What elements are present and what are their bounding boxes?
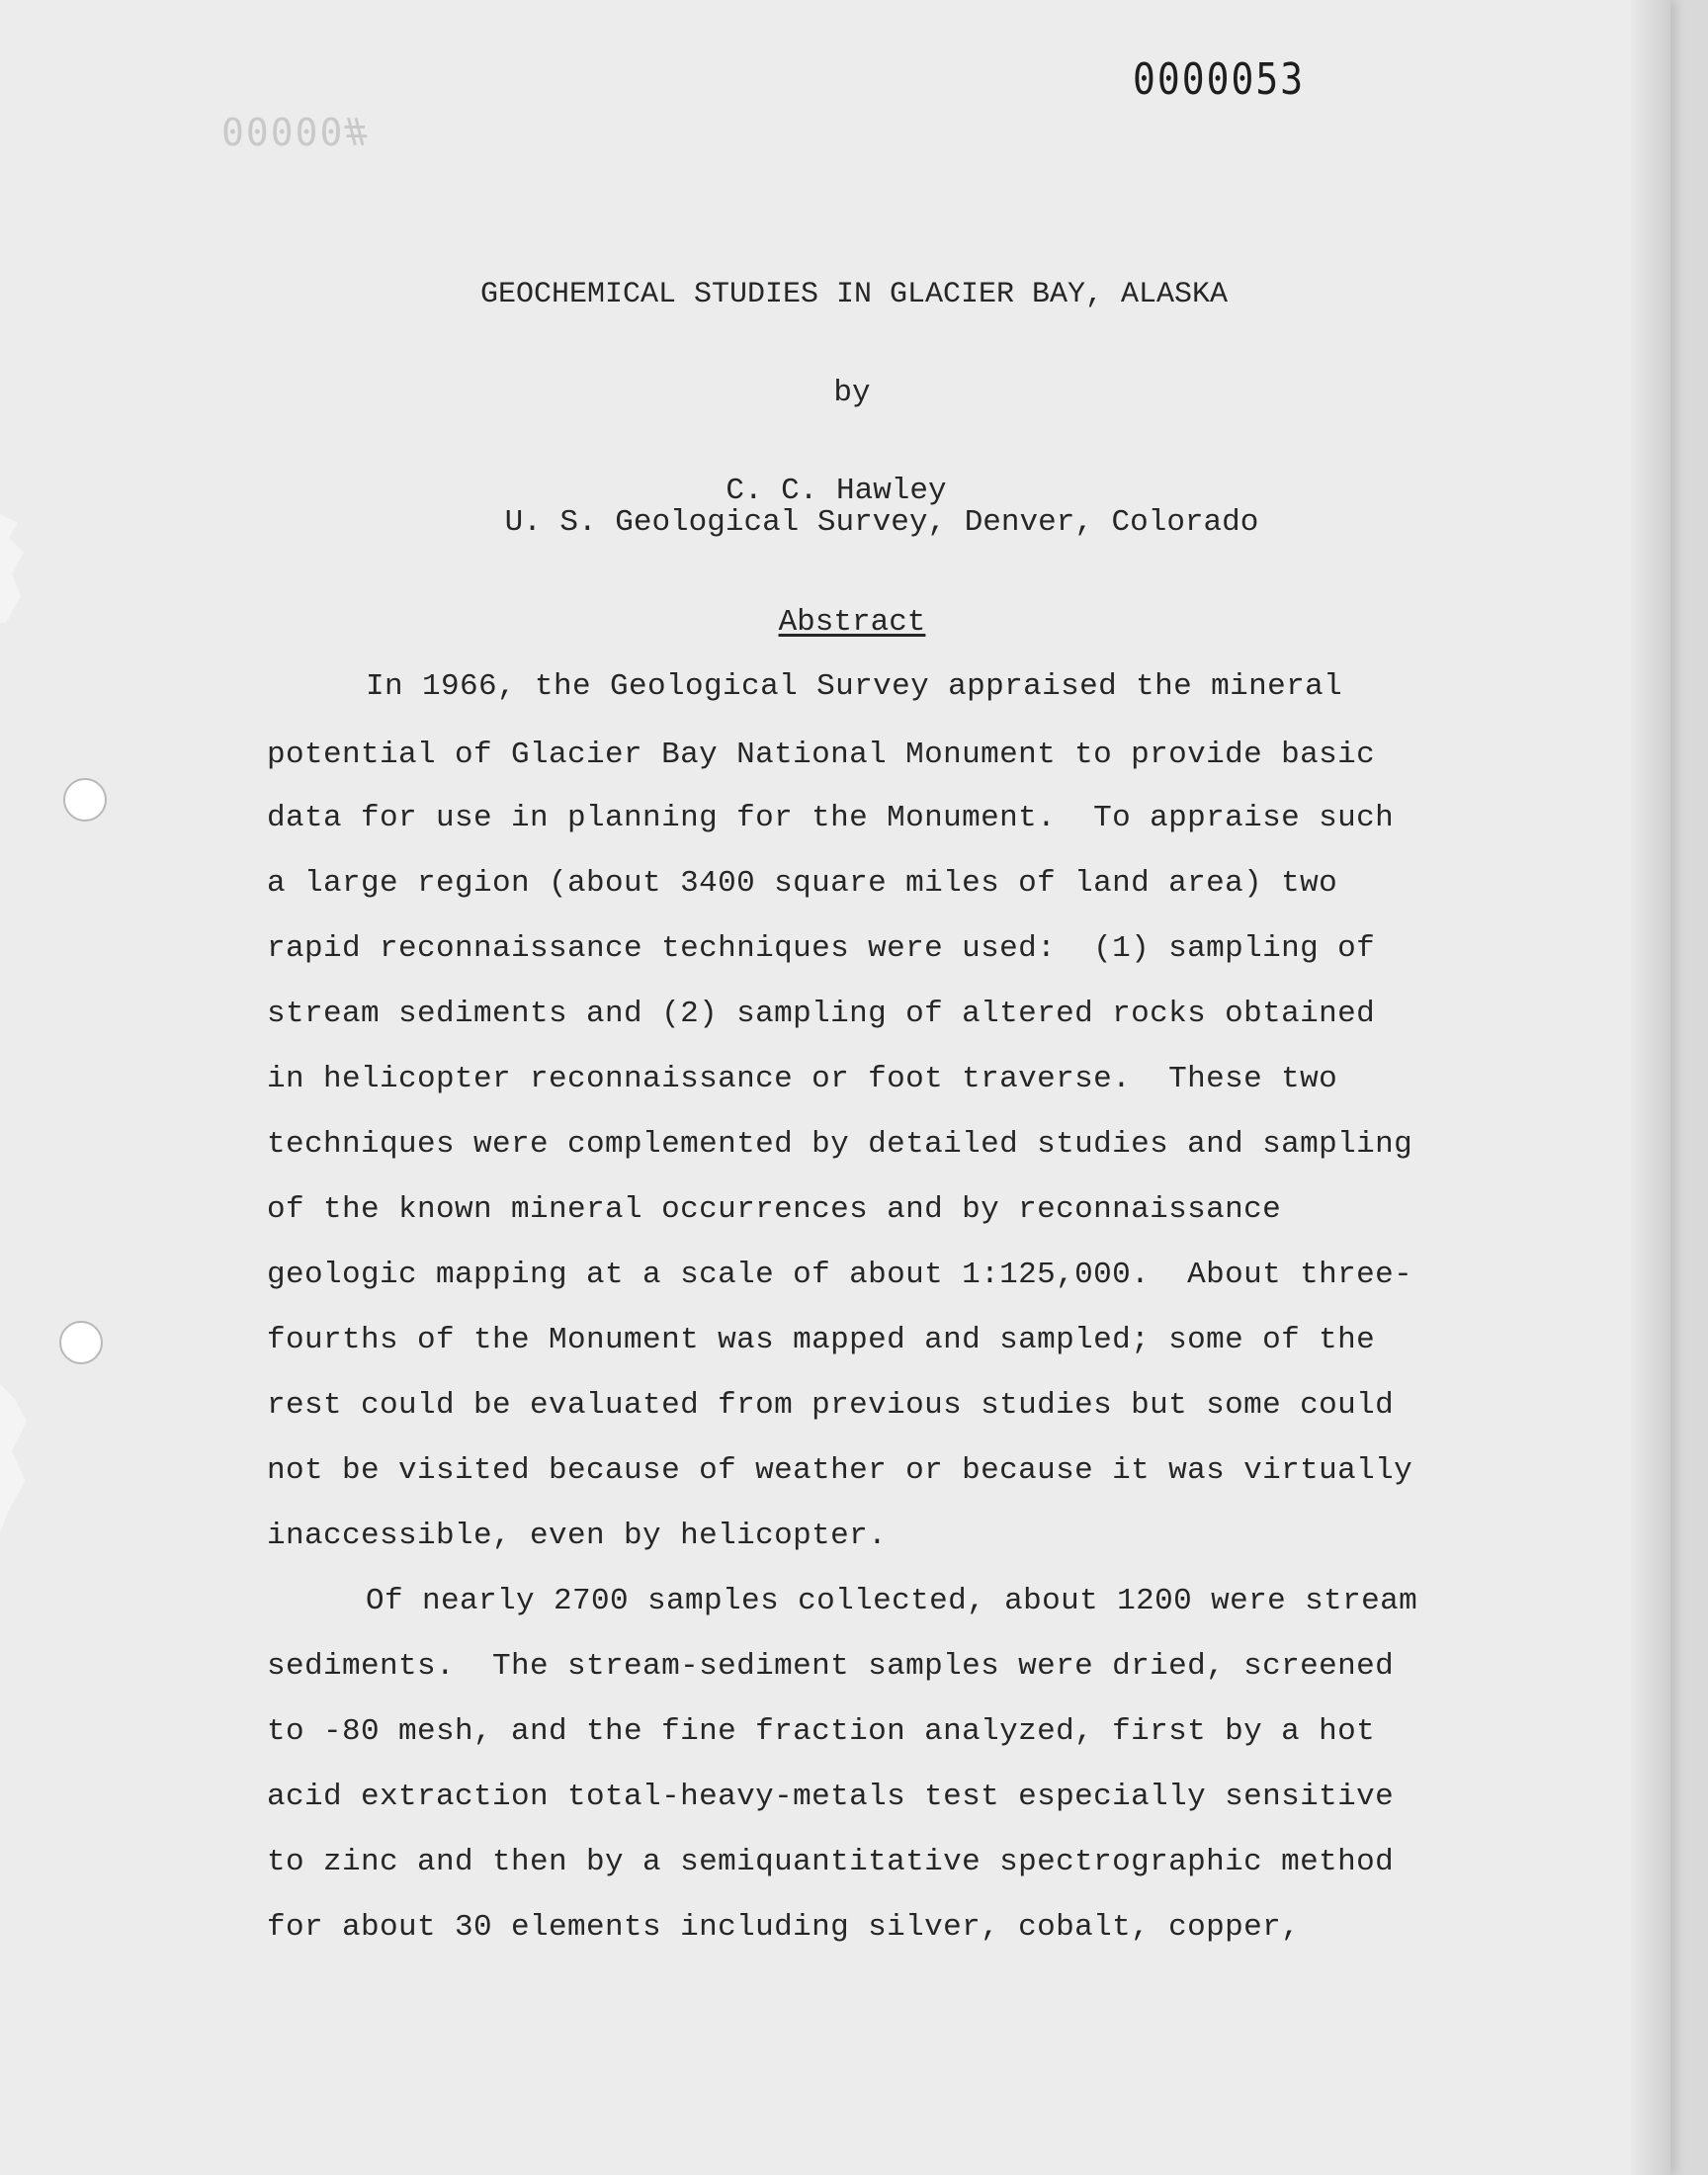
document-title: GEOCHEMICAL STUDIES IN GLACIER BAY, ALASKA xyxy=(479,278,1229,311)
paragraph-1-line-5: rapid reconnaissance techniques were used: (1) sampling of xyxy=(267,931,1376,966)
paragraph-1-line-12: rest could be evaluated from previous studies but some could xyxy=(267,1388,1395,1423)
byline-by: by xyxy=(833,376,871,410)
paragraph-1-line-3: data for use in planning for the Monument. To appraise such xyxy=(267,801,1395,835)
author-name: C. C. Hawley xyxy=(726,474,947,508)
paragraph-2-line-1: Of nearly 2700 samples collected, about 1200 were stream xyxy=(366,1584,1418,1618)
paragraph-2-line-3: to -80 mesh, and the fine fraction analyzed, first by a hot xyxy=(267,1714,1376,1749)
paragraph-1-line-2: potential of Glacier Bay National Monument to provide basic xyxy=(267,738,1376,772)
paragraph-2-line-5: to zinc and then by a semiquantitative spectrographic method xyxy=(267,1845,1395,1879)
paragraph-1-line-11: fourths of the Monument was mapped and sampled; some of the xyxy=(267,1323,1376,1357)
torn-edge-lower xyxy=(0,1384,30,1532)
paragraph-2-line-2: sediments. The stream-sediment samples were dried, screened xyxy=(267,1649,1395,1684)
paragraph-1-line-14: inaccessible, even by helicopter. xyxy=(267,1519,888,1553)
paragraph-1-line-4: a large region (about 3400 square miles of land area) two xyxy=(267,866,1338,901)
document-number: 0000053 xyxy=(1133,53,1306,105)
paragraph-1-line-6: stream sediments and (2) sampling of altered rocks obtained xyxy=(267,997,1376,1031)
paragraph-1-line-9: of the known mineral occurrences and by reconnaissance xyxy=(267,1192,1282,1227)
punch-hole-lower xyxy=(59,1321,103,1364)
page-edge-shadow xyxy=(1631,0,1670,2175)
paragraph-1-line-8: techniques were complemented by detailed studies and sampling xyxy=(267,1127,1413,1162)
punch-hole-upper xyxy=(63,778,107,822)
paragraph-1-line-7: in helicopter reconnaissance or foot traverse. These two xyxy=(267,1062,1338,1096)
ghost-document-number: #00000 xyxy=(219,111,368,154)
paragraph-1-line-13: not be visited because of weather or because it was virtually xyxy=(267,1453,1413,1488)
abstract-heading: Abstract xyxy=(778,605,926,640)
paragraph-2-line-6: for about 30 elements including silver, cobalt, copper, xyxy=(267,1910,1301,1945)
paragraph-1-line-10: geologic mapping at a scale of about 1:125,000. About three- xyxy=(267,1258,1413,1292)
paragraph-1-line-1: In 1966, the Geological Survey appraised the mineral xyxy=(366,669,1343,704)
author-affiliation: U. S. Geological Survey, Denver, Colorado xyxy=(504,505,1259,540)
paragraph-2-line-4: acid extraction total-heavy-metals test especially sensitive xyxy=(267,1780,1395,1814)
